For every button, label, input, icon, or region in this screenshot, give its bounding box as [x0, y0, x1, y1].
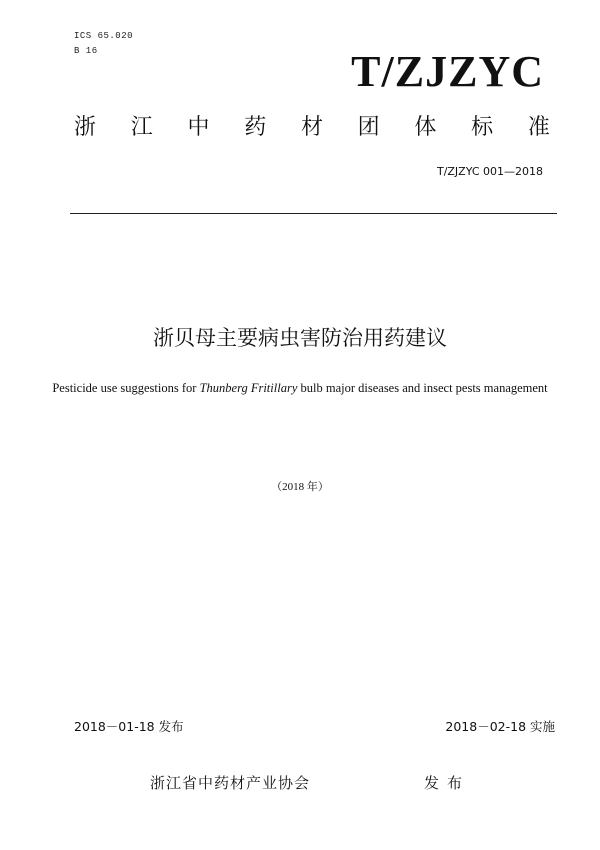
implementation-date: 2018－02-18 实施 — [445, 719, 555, 734]
standard-number: T/ZJZYC 001—2018 — [436, 165, 543, 178]
english-title-species: Thunberg Fritillary — [199, 381, 298, 395]
english-title-part: bulb major diseases and insect pests management — [297, 381, 548, 395]
document-title-english — [50, 379, 550, 398]
issue-date: 2018－01-18 发布 — [74, 719, 184, 734]
issue-label: 发布 — [424, 774, 471, 792]
standard-type-char: 中 — [187, 115, 210, 140]
standard-type-char: 准 — [527, 115, 550, 140]
standard-code-title: T/ZJZYC — [351, 47, 544, 96]
document-title-chinese: 浙贝母主要病虫害防治用药建议 — [153, 326, 447, 350]
standard-type-char: 材 — [300, 115, 323, 140]
ics-code: ICS 65.020 — [74, 31, 134, 41]
english-title-part: Pesticide use suggestions for — [52, 381, 200, 395]
issuing-organization: 浙江省中药材产业协会 — [150, 774, 311, 792]
standard-type-char: 江 — [130, 115, 153, 140]
standard-type-char: 浙 — [74, 115, 97, 140]
ccs-code: B 16 — [74, 46, 98, 56]
standard-type-char: 团 — [357, 115, 380, 140]
header-divider — [70, 213, 557, 214]
standard-type-char: 标 — [471, 115, 494, 140]
standard-type-char: 体 — [414, 115, 437, 140]
document-year: （2018 年） — [271, 481, 329, 493]
standard-type-char: 药 — [244, 115, 267, 140]
standard-type-heading — [74, 117, 550, 139]
